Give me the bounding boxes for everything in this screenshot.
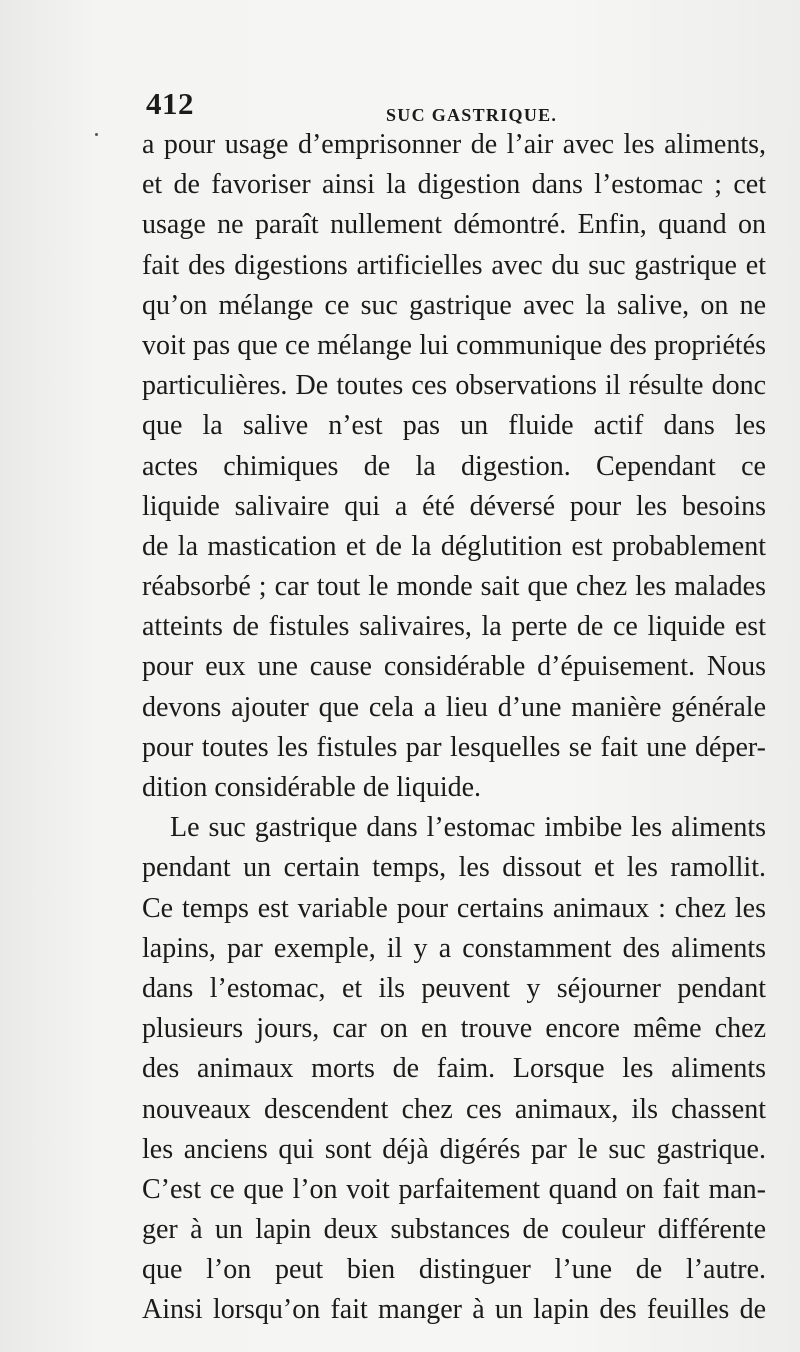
ink-speck — [95, 133, 98, 136]
text-line: atteints de fistules salivaires, la perte de ce liquide est — [142, 611, 766, 643]
page-header — [146, 86, 756, 126]
body-text — [142, 125, 766, 1331]
text-line: Le suc gastrique dans l’estomac imbibe les aliments — [170, 812, 766, 844]
text-line: des animaux morts de faim. Lorsque les aliments — [142, 1053, 766, 1085]
page-number: 412 — [146, 86, 194, 121]
text-line: liquide salivaire qui a été déversé pour les besoins — [142, 490, 766, 522]
text-line: fait des digestions artificielles avec du suc gastrique et — [142, 249, 766, 281]
text-line: que la salive n’est pas un fluide actif dans les — [142, 410, 766, 442]
text-line: pour eux une cause considérable d’épuisement. Nous — [142, 651, 766, 683]
text-line: et de favoriser ainsi la digestion dans l’estomac ; cet — [142, 169, 766, 201]
text-line: usage ne paraît nullement démontré. Enfin, quand on — [142, 209, 766, 241]
text-line: Ce temps est variable pour certains animaux : chez les — [142, 892, 766, 924]
text-line: qu’on mélange ce suc gastrique avec la salive, on ne — [142, 289, 766, 321]
text-line: dition considérable de liquide. — [142, 772, 482, 803]
text-line: les anciens qui sont déjà digérés par le suc gastrique. — [142, 1133, 766, 1165]
text-line: devons ajouter que cela a lieu d’une manière générale — [142, 691, 766, 723]
text-line: voit pas que ce mélange lui communique des propriétés — [142, 329, 766, 361]
text-line: dans l’estomac, et ils peuvent y séjourner pendant — [142, 972, 766, 1004]
text-line: plusieurs jours, car on en trouve encore même chez — [142, 1013, 766, 1045]
text-line: réabsorbé ; car tout le monde sait que chez les malades — [142, 571, 766, 603]
running-head: SUC GASTRIQUE. — [386, 105, 558, 125]
text-line: C’est ce que l’on voit parfaitement quand on fait man- — [142, 1173, 766, 1205]
text-line: de la mastication et de la déglutition est probablement — [142, 530, 766, 562]
text-line: a pour usage d’emprisonner de l’air avec les aliments, — [142, 129, 766, 160]
text-line: lapins, par exemple, il y a constamment des aliments — [142, 932, 766, 964]
text-line: nouveaux descendent chez ces animaux, ils chassent — [142, 1093, 766, 1125]
text-line: Ainsi lorsqu’on fait manger à un lapin des feuilles de — [142, 1294, 766, 1326]
text-line: particulières. De toutes ces observations il résulte donc — [142, 370, 766, 402]
text-line: pendant un certain temps, les dissout et les ramollit. — [142, 852, 766, 884]
text-line: que l’on peut bien distinguer l’une de l’autre. — [142, 1254, 766, 1286]
text-line: actes chimiques de la digestion. Cependant ce — [142, 450, 766, 482]
text-line: ger à un lapin deux substances de couleur différente — [142, 1214, 766, 1246]
text-line: pour toutes les fistules par lesquelles se fait une déper- — [142, 731, 766, 763]
